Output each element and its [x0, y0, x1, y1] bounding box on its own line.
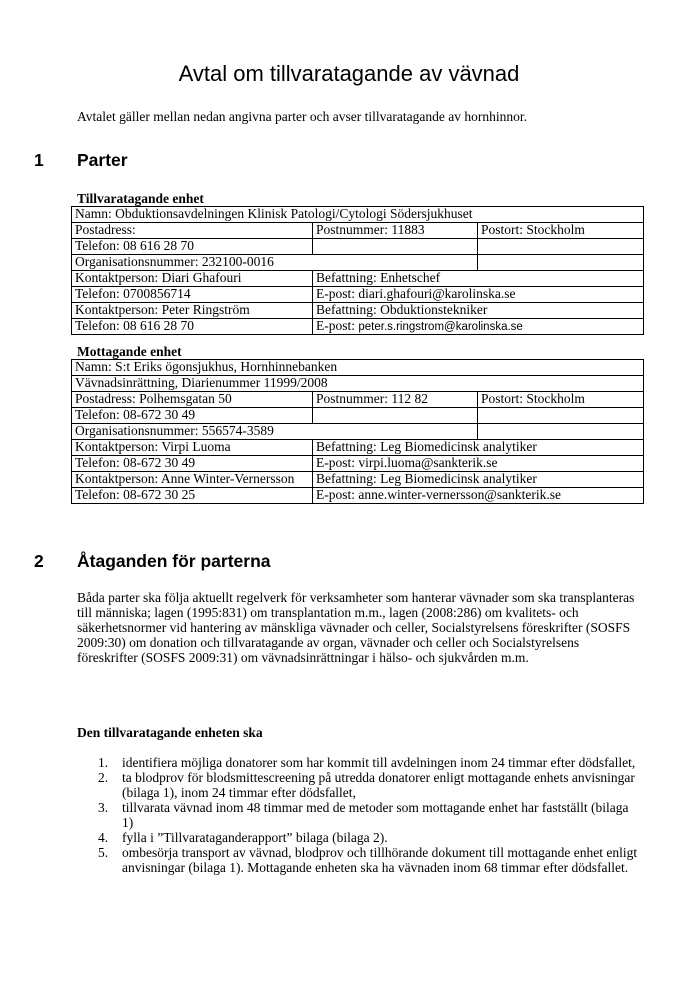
- obligations-list: [98, 755, 638, 875]
- list-number: 3.: [98, 800, 109, 815]
- tillvaratagande-table: [71, 206, 644, 335]
- befattning-cell: Befattning: Leg Biomedicinsk analytiker: [313, 440, 644, 456]
- telefon-cell: Telefon: 08-672 30 49: [72, 456, 313, 472]
- befattning-cell: Befattning: Enhetschef: [313, 271, 644, 287]
- orgnr-cell: Organisationsnummer: 232100-0016: [72, 255, 478, 271]
- vavnadsinrattning-cell: Vävnadsinrättning, Diarienummer 11999/2008: [72, 376, 644, 392]
- table-row: [72, 207, 644, 223]
- section-2-heading: [34, 550, 271, 572]
- table-row: [72, 376, 644, 392]
- list-number: 4.: [98, 830, 109, 845]
- postort-cell: Postort: Stockholm: [478, 392, 644, 408]
- empty-cell: [478, 408, 644, 424]
- empty-cell: [478, 255, 644, 271]
- mottagande-table: [71, 359, 644, 504]
- table-row: [72, 440, 644, 456]
- document-title: Avtal om tillvaratagande av vävnad: [178, 61, 520, 86]
- kontaktperson-cell: Kontaktperson: Anne Winter-Vernersson: [72, 472, 313, 488]
- epost-link[interactable]: peter.s.ringstrom@karolinska.se: [358, 321, 523, 333]
- section-1-heading: [34, 149, 128, 171]
- kontaktperson-cell: Kontaktperson: Virpi Luoma: [72, 440, 313, 456]
- table-row: [72, 424, 644, 440]
- telefon-cell: Telefon: 08 616 28 70: [72, 239, 313, 255]
- empty-cell: [478, 424, 644, 440]
- befattning-cell: Befattning: Leg Biomedicinsk analytiker: [313, 472, 644, 488]
- list-item: [98, 770, 638, 800]
- list-text: identifiera möjliga donatorer som har kommit till avdelningen inom 24 timmar efter dödsfallet,: [122, 755, 636, 770]
- table-row: [72, 303, 644, 319]
- table-row: [72, 255, 644, 271]
- table-row: [72, 408, 644, 424]
- obligations-subheading: Den tillvaratagande enheten ska: [77, 725, 263, 740]
- table-row: [72, 271, 644, 287]
- postort-cell: Postort: Stockholm: [478, 223, 644, 239]
- table-row: [72, 360, 644, 376]
- list-text: ta blodprov för blodsmittescreening på utredda donatorer enligt mottagande enhets anvisningar (bilaga 1), inom 24 timmar efter dödsfallet,: [122, 770, 635, 800]
- list-text: fylla i ”Tillvarataganderapport” bilaga (bilaga 2).: [122, 830, 388, 845]
- section-number: 2: [34, 551, 44, 571]
- tillvaratagande-heading: Tillvaratagande enhet: [77, 191, 204, 206]
- empty-cell: [478, 239, 644, 255]
- intro-text: Avtalet gäller mellan nedan angivna parter och avser tillvaratagande av hornhinnor.: [77, 109, 527, 124]
- mottagande-heading: Mottagande enhet: [77, 344, 182, 359]
- epost-cell: E-post: virpi.luoma@sankterik.se: [313, 456, 644, 472]
- list-text: tillvarata vävnad inom 48 timmar med de metoder som mottagande enhet har fastställt (bilaga 1): [122, 800, 629, 830]
- table-row: [72, 472, 644, 488]
- postadress-cell: Postadress: Polhemsgatan 50: [72, 392, 313, 408]
- section-title: Parter: [77, 150, 128, 170]
- table-row: [72, 223, 644, 239]
- table-row: [72, 488, 644, 504]
- epost-cell: E-post: anne.winter-vernersson@sankterik.se: [313, 488, 644, 504]
- name-cell: Namn: Obduktionsavdelningen Klinisk Patologi/Cytologi Södersjukhuset: [72, 207, 644, 223]
- postadress-cell: Postadress:: [72, 223, 313, 239]
- table-row: [72, 392, 644, 408]
- epost-cell: [313, 319, 644, 335]
- kontaktperson-cell: Kontaktperson: Peter Ringström: [72, 303, 313, 319]
- list-item: [98, 755, 638, 770]
- name-cell: Namn: S:t Eriks ögonsjukhus, Hornhinnebanken: [72, 360, 644, 376]
- empty-cell: [313, 239, 478, 255]
- epost-cell: E-post: diari.ghafouri@karolinska.se: [313, 287, 644, 303]
- orgnr-cell: Organisationsnummer: 556574-3589: [72, 424, 478, 440]
- postnummer-cell: Postnummer: 112 82: [313, 392, 478, 408]
- list-number: 1.: [98, 755, 109, 770]
- obligations-paragraph: Båda parter ska följa aktuellt regelverk för verksamheter som hanterar vävnader som ska transplanteras till människa; lagen (1995:831) om transplantation m.m., lagen (2008:286) om kvalitets- och säkerhetsnormer vid hantering av mänskliga vävnader och celler, Socialstyrelsens föreskrifter (SOSFS 2009:30) om donation och tillvaratagande av organ, vävnader och celler och Socialstyrelsens föreskrifter (SOSFS 2009:31) om vävnadsinrättningar i hälso- och sjukvården m.m.: [77, 590, 635, 665]
- epost-label: E-post:: [316, 318, 359, 333]
- telefon-cell: Telefon: 08-672 30 49: [72, 408, 313, 424]
- section-title: Åtaganden för parterna: [77, 551, 271, 571]
- telefon-cell: Telefon: 0700856714: [72, 287, 313, 303]
- telefon-cell: Telefon: 08-672 30 25: [72, 488, 313, 504]
- empty-cell: [313, 408, 478, 424]
- table-row: [72, 239, 644, 255]
- telefon-cell: Telefon: 08 616 28 70: [72, 319, 313, 335]
- list-item: [98, 830, 638, 845]
- table-row: [72, 287, 644, 303]
- table-row: [72, 319, 644, 335]
- list-text: ombesörja transport av vävnad, blodprov och tillhörande dokument till mottagande enhet enligt anvisningar (bilaga 1). Mottagande enheten ska ha vävnaden inom 68 timmar efter dödsfallet.: [122, 845, 638, 875]
- list-number: 2.: [98, 770, 109, 785]
- kontaktperson-cell: Kontaktperson: Diari Ghafouri: [72, 271, 313, 287]
- postnummer-cell: Postnummer: 11883: [313, 223, 478, 239]
- section-number: 1: [34, 150, 44, 170]
- table-row: [72, 456, 644, 472]
- befattning-cell: Befattning: Obduktionstekniker: [313, 303, 644, 319]
- list-number: 5.: [98, 845, 109, 860]
- list-item: [98, 845, 638, 875]
- list-item: [98, 800, 638, 830]
